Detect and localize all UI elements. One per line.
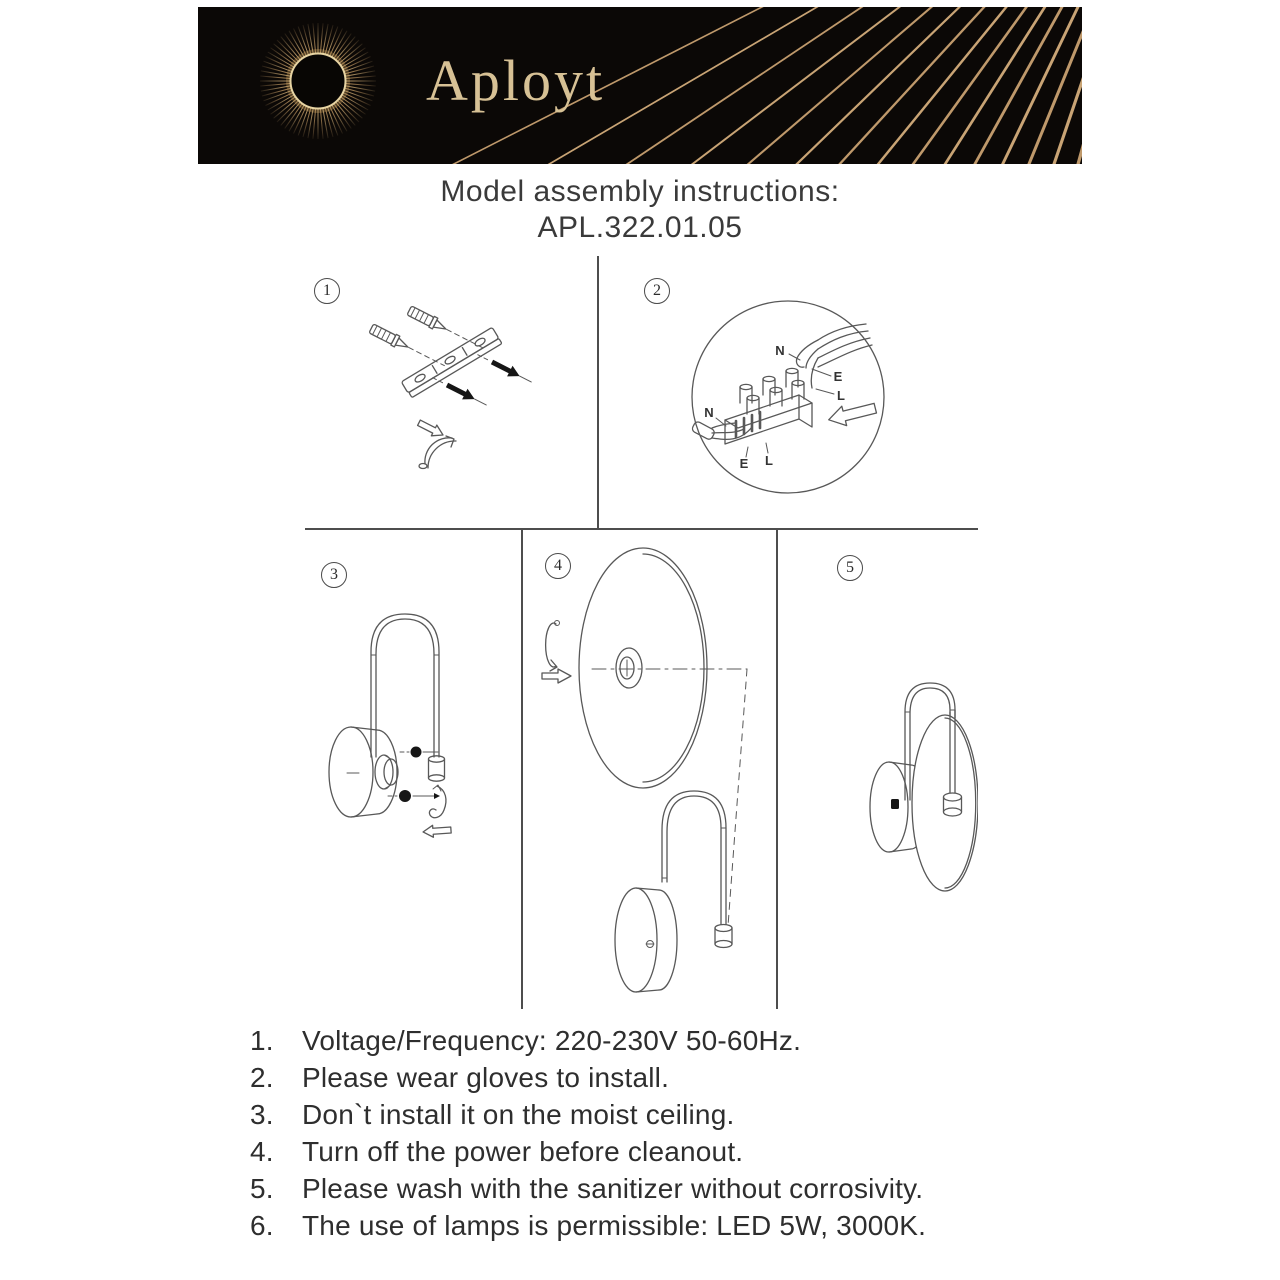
disc-shade — [912, 715, 978, 891]
wire-label-e-right: E — [833, 369, 843, 384]
wire-label-n-top: N — [775, 343, 785, 358]
brand-banner — [198, 7, 1082, 164]
note-text: Please wash with the sanitizer without corrosivity. — [302, 1172, 924, 1204]
arc-arm — [371, 614, 445, 781]
step-5-number: 5 — [846, 559, 854, 576]
note-text: Don`t install it on the moist ceiling. — [302, 1098, 735, 1130]
step-4-number: 4 — [554, 557, 562, 574]
step-3-number: 3 — [330, 566, 338, 583]
screw — [430, 372, 489, 410]
wire-label-n-left: N — [704, 405, 714, 420]
step-5-diagram — [779, 532, 978, 1006]
step-1-number: 1 — [323, 282, 331, 299]
slide-arrow-icon — [542, 669, 571, 683]
wall-base-drum — [329, 727, 398, 817]
step-4-diagram — [524, 532, 775, 1006]
wire-label-l-right: L — [837, 388, 845, 403]
list-item — [250, 1096, 1080, 1133]
wire-label-l-bottom: L — [765, 453, 773, 468]
safety-notes-list — [250, 1022, 1080, 1244]
banner-decoration — [198, 7, 1082, 164]
insert-arrow-icon — [826, 398, 877, 429]
wall-base-drum — [615, 888, 677, 992]
cable-right — [789, 324, 872, 394]
disc-shade — [579, 548, 707, 788]
divider-vertical-bottom-right — [776, 530, 778, 1009]
note-number: 4. — [250, 1135, 274, 1167]
fixing-knob — [388, 790, 440, 802]
terminal-posts — [740, 368, 804, 414]
slide-arrow-icon — [423, 824, 452, 838]
step-1-diagram — [285, 258, 595, 528]
wall-anchor — [407, 305, 486, 353]
note-text: Please wear gloves to install. — [302, 1061, 670, 1093]
model-number: APL.322.01.05 — [537, 211, 743, 244]
arc-arm — [662, 791, 732, 948]
note-number: 3. — [250, 1098, 274, 1130]
screw-turn-indicator — [416, 417, 456, 468]
cable-left — [691, 418, 768, 457]
detail-circle — [692, 301, 884, 493]
note-text: Turn off the power before cleanout. — [302, 1135, 744, 1167]
step-2-number: 2 — [653, 282, 661, 299]
note-text: Voltage/Frequency: 220-230V 50-60Hz. — [302, 1024, 802, 1056]
terminal-block — [725, 368, 812, 444]
doc-title: Model assembly instructions: — [440, 175, 840, 208]
hook-part — [429, 785, 445, 818]
brand-name: Aployt — [426, 48, 606, 113]
list-item — [250, 1207, 1080, 1244]
wall-anchor — [369, 323, 448, 371]
note-number: 5. — [250, 1172, 274, 1204]
note-number: 1. — [250, 1024, 274, 1056]
list-item — [250, 1059, 1080, 1096]
note-text: The use of lamps is permissible: LED 5W, 3000K. — [302, 1209, 927, 1241]
divider-vertical-bottom-left — [521, 530, 523, 1009]
list-item — [250, 1170, 1080, 1207]
guide-line — [728, 669, 747, 926]
note-number: 2. — [250, 1061, 274, 1093]
step-3-diagram — [282, 532, 520, 1006]
list-item — [250, 1133, 1080, 1170]
wire-label-e-bottom: E — [739, 456, 749, 471]
divider-vertical-top — [597, 256, 599, 528]
list-item — [250, 1022, 1080, 1059]
note-number: 6. — [250, 1209, 274, 1241]
step-2-diagram — [612, 258, 988, 530]
rotate-indicator — [546, 621, 560, 672]
